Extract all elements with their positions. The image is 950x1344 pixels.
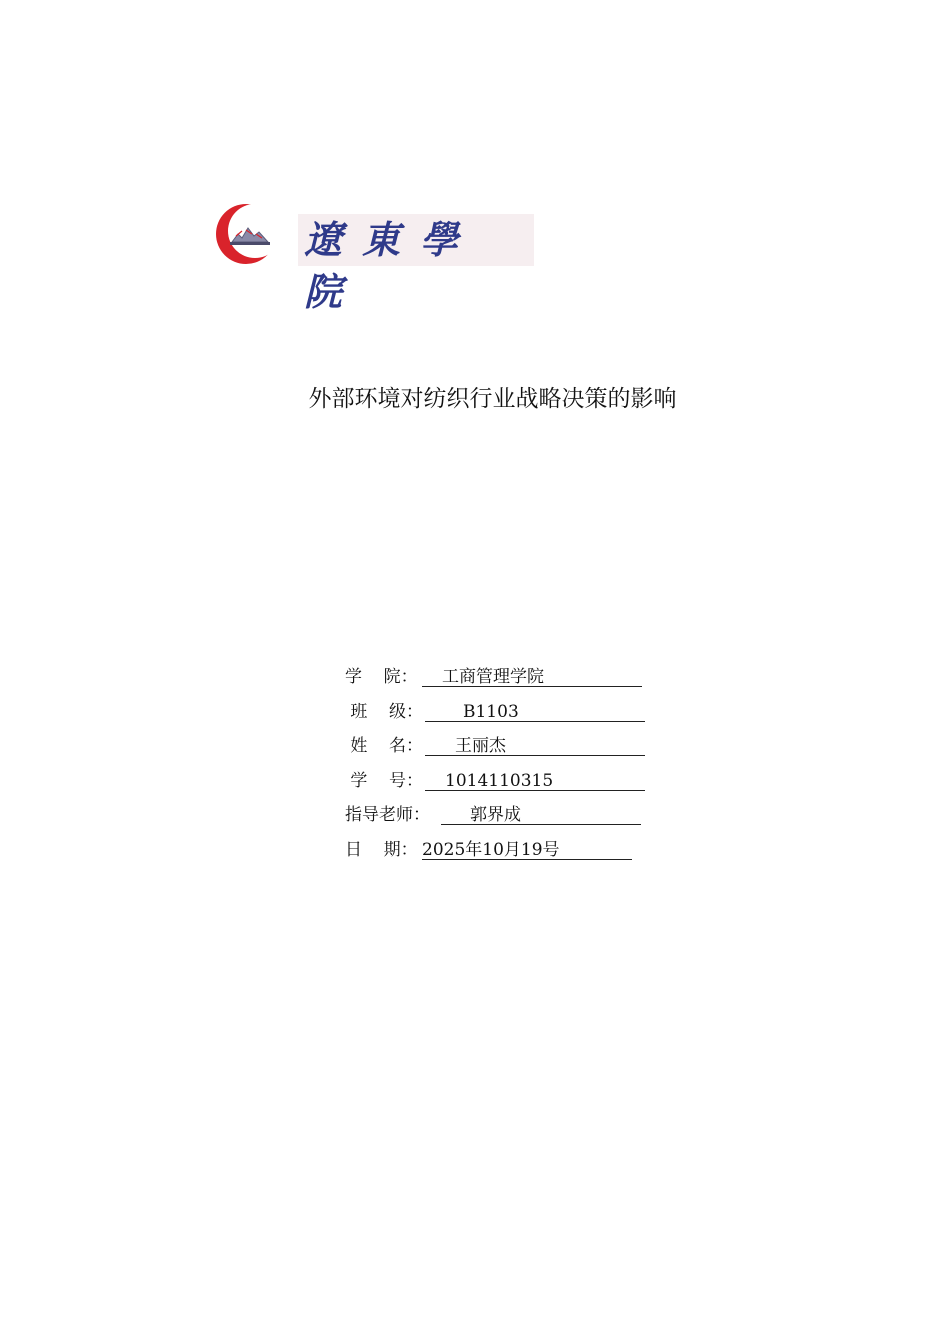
- info-row-date: [345, 837, 665, 872]
- logo-text: 遼東學院: [304, 217, 479, 314]
- date-field: [422, 837, 632, 860]
- info-row-name: [345, 733, 665, 768]
- logo-text-panel: [298, 214, 534, 314]
- college-emblem-icon: [212, 198, 280, 270]
- college-logo: [212, 198, 542, 314]
- student-id-label: 学 号：: [345, 770, 424, 791]
- college-field: [422, 664, 642, 687]
- student-id-value: 1014110315: [445, 770, 554, 791]
- college-value: 工商管理学院: [442, 667, 544, 687]
- advisor-label: 指导老师：: [345, 805, 430, 825]
- name-field: [425, 733, 645, 756]
- name-label: 姓 名：: [345, 736, 424, 756]
- class-value: B1103: [463, 701, 519, 722]
- info-row-advisor: [345, 802, 665, 837]
- cover-info-block: [345, 664, 665, 871]
- info-row-class: [345, 699, 665, 734]
- student-id-field: [425, 768, 645, 791]
- advisor-value: 郭界成: [470, 805, 521, 825]
- class-label: 班 级：: [345, 701, 424, 722]
- name-value: 王丽杰: [455, 736, 506, 756]
- date-label: 日 期：: [345, 839, 418, 860]
- class-field: [425, 699, 645, 722]
- info-row-student-id: [345, 768, 665, 803]
- advisor-field: [441, 802, 641, 825]
- date-value: 2025年10月19号: [422, 839, 560, 860]
- document-title: 外部环境对纺织行业战略决策的影响: [308, 386, 677, 412]
- college-label: 学 院：: [345, 667, 418, 687]
- info-row-college: [345, 664, 665, 699]
